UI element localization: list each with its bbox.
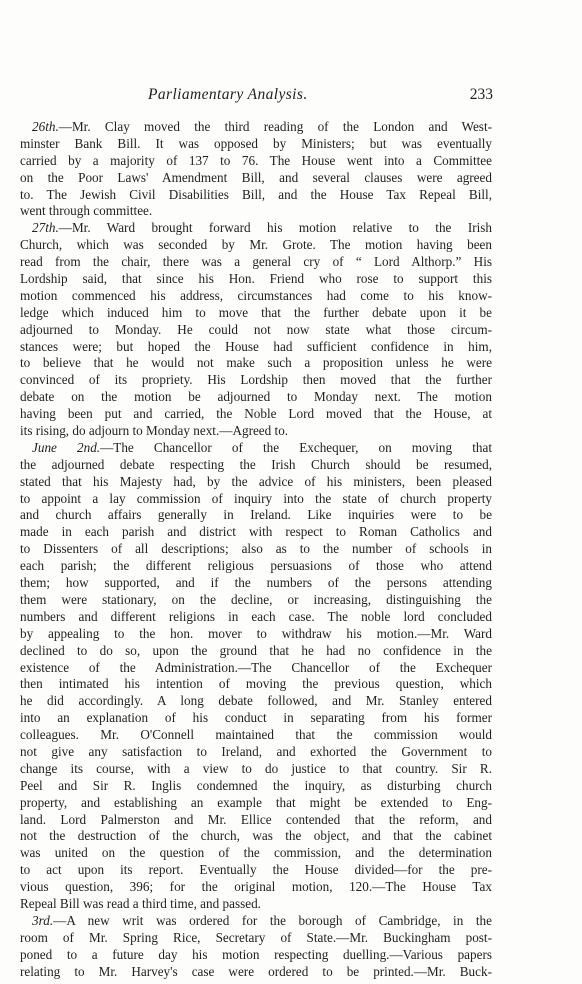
text-line: convinced of its propriety. His Lordship then moved that the further bbox=[20, 372, 492, 388]
text-line: adjourned to Monday. He could not now state what those circum- bbox=[20, 321, 492, 337]
body-text bbox=[20, 119, 492, 980]
text-line: poned to a future day his motion respecting duelling.—Various papers bbox=[20, 946, 492, 962]
text-line: motion commenced his address, circumstances had come to his know- bbox=[20, 287, 492, 303]
entry-date: 26th. bbox=[32, 119, 59, 134]
text-line: went through committee. bbox=[20, 203, 153, 219]
text-line: debate on the motion be adjourned to Monday next. The motion bbox=[20, 389, 492, 405]
text-line: to appoint a lay commission of inquiry into the state of church property bbox=[20, 490, 492, 506]
text-line: Church, which was seconded by Mr. Grote. The motion having been bbox=[20, 237, 492, 253]
text-line: by appealing to the hon. mover to withdraw his motion.—Mr. Ward bbox=[20, 625, 492, 641]
text-line: stated that his Majesty had, by the advice of his ministers, been pleased bbox=[20, 473, 492, 489]
text-line: not give any satisfaction to Ireland, and exhorted the Government to bbox=[20, 743, 492, 759]
text-line: numbers and different religions in each case. The noble lord concluded bbox=[20, 608, 492, 624]
text-line: read from the chair, there was a general cry of “ Lord Althorp.” His bbox=[20, 254, 492, 270]
entry-date: 27th. bbox=[32, 220, 59, 236]
text-line: June 2nd.—The Chancellor of the Exchequer, on moving that bbox=[32, 439, 492, 455]
text-line: its rising, do adjourn to Monday next.—Agreed to. bbox=[20, 423, 289, 439]
text-line: 26th.—Mr. Clay moved the third reading of the London and West- bbox=[32, 119, 492, 134]
text-line: to. The Jewish Civil Disabilities Bill, and the House Tax Repeal Bill, bbox=[20, 186, 492, 202]
text-line: the adjourned debate respecting the Irish Church should be resumed, bbox=[20, 456, 492, 472]
text-line: minster Bank Bill. It was opposed by Ministers; but was eventually bbox=[20, 135, 492, 151]
text-line: Repeal Bill was read a third time, and passed. bbox=[20, 895, 261, 911]
text-line: declined to do so, upon the ground that he had no confidence in the bbox=[20, 642, 492, 658]
text-line: room of Mr. Spring Rice, Secretary of State.—Mr. Buckingham post- bbox=[20, 929, 492, 945]
text-line: not the destruction of the church, was the object, and that the cabinet bbox=[20, 828, 492, 844]
entry-date: June 2nd. bbox=[32, 439, 101, 455]
text-line: 3rd.—A new writ was ordered for the borough of Cambridge, in the bbox=[32, 912, 492, 928]
text-line: change its course, with a view to do justice to that country. Sir R. bbox=[20, 760, 492, 776]
text-line: then intimated his intention of moving the previous question, which bbox=[20, 676, 492, 692]
text-line: and church affairs generally in Ireland. Like inquiries were to be bbox=[20, 507, 492, 523]
text-line: stances were; but hoped the House had sufficient confidence in him, bbox=[20, 338, 492, 354]
text-line: into an explanation of his conduct in separating from his former bbox=[20, 710, 492, 726]
text-line: was united on the question of the commission, and the determination bbox=[20, 845, 492, 861]
text-line: on the Poor Laws' Amendment Bill, and several clauses were agreed bbox=[20, 169, 492, 185]
text-line: colleagues. Mr. O'Connell maintained that the commission would bbox=[20, 727, 492, 743]
entry-date: 3rd. bbox=[32, 912, 54, 928]
text-line: property, and establishing an example that might be extended to Eng- bbox=[20, 794, 492, 810]
text-line: having been put and carried, the Noble Lord moved that the House, at bbox=[20, 406, 492, 422]
text-line: to act upon its report. Eventually the House divided—for the pre- bbox=[20, 862, 492, 878]
text-line: Peel and Sir R. Inglis condemned the inquiry, as disturbing church bbox=[20, 777, 492, 793]
text-line: to believe that he would not make such a proposition unless he were bbox=[20, 355, 492, 371]
text-line: existence of the Administration.—The Chancellor of the Exchequer bbox=[20, 659, 492, 675]
text-line: ledge which induced him to move that the further debate upon it be bbox=[20, 304, 492, 320]
text-line: them were stationary, on the decline, or increasing, distinguishing the bbox=[20, 591, 492, 607]
text-line: 27th.—Mr. Ward brought forward his motion relative to the Irish bbox=[32, 220, 492, 236]
text-line: he did accordingly. A long debate followed, and Mr. Stanley entered bbox=[20, 693, 492, 709]
text-line: Lordship said, that since his Hon. Friend who rose to support this bbox=[20, 271, 492, 287]
text-line: vious question, 396; for the original motion, 120.—The House Tax bbox=[20, 879, 492, 895]
running-title: Parliamentary Analysis. bbox=[148, 86, 308, 103]
text-line: relating to Mr. Harvey's case were ordered to be printed.—Mr. Buck- bbox=[20, 963, 492, 979]
text-line: made in each parish and district with respect to Roman Catholics and bbox=[20, 524, 492, 540]
page-number: 233 bbox=[469, 86, 493, 103]
text-line: land. Lord Palmerston and Mr. Ellice contended that the reform, and bbox=[20, 811, 492, 827]
text-line: to Dissenters of all descriptions; also as to the number of schools in bbox=[20, 541, 492, 557]
text-line: them; how supported, and if the numbers of the persons attending bbox=[20, 575, 492, 591]
text-line: each parish; the different religious persuasions of those who attend bbox=[20, 558, 492, 574]
page-header bbox=[148, 86, 493, 106]
text-line: carried by a majority of 137 to 76. The House went into a Committee bbox=[20, 152, 492, 168]
